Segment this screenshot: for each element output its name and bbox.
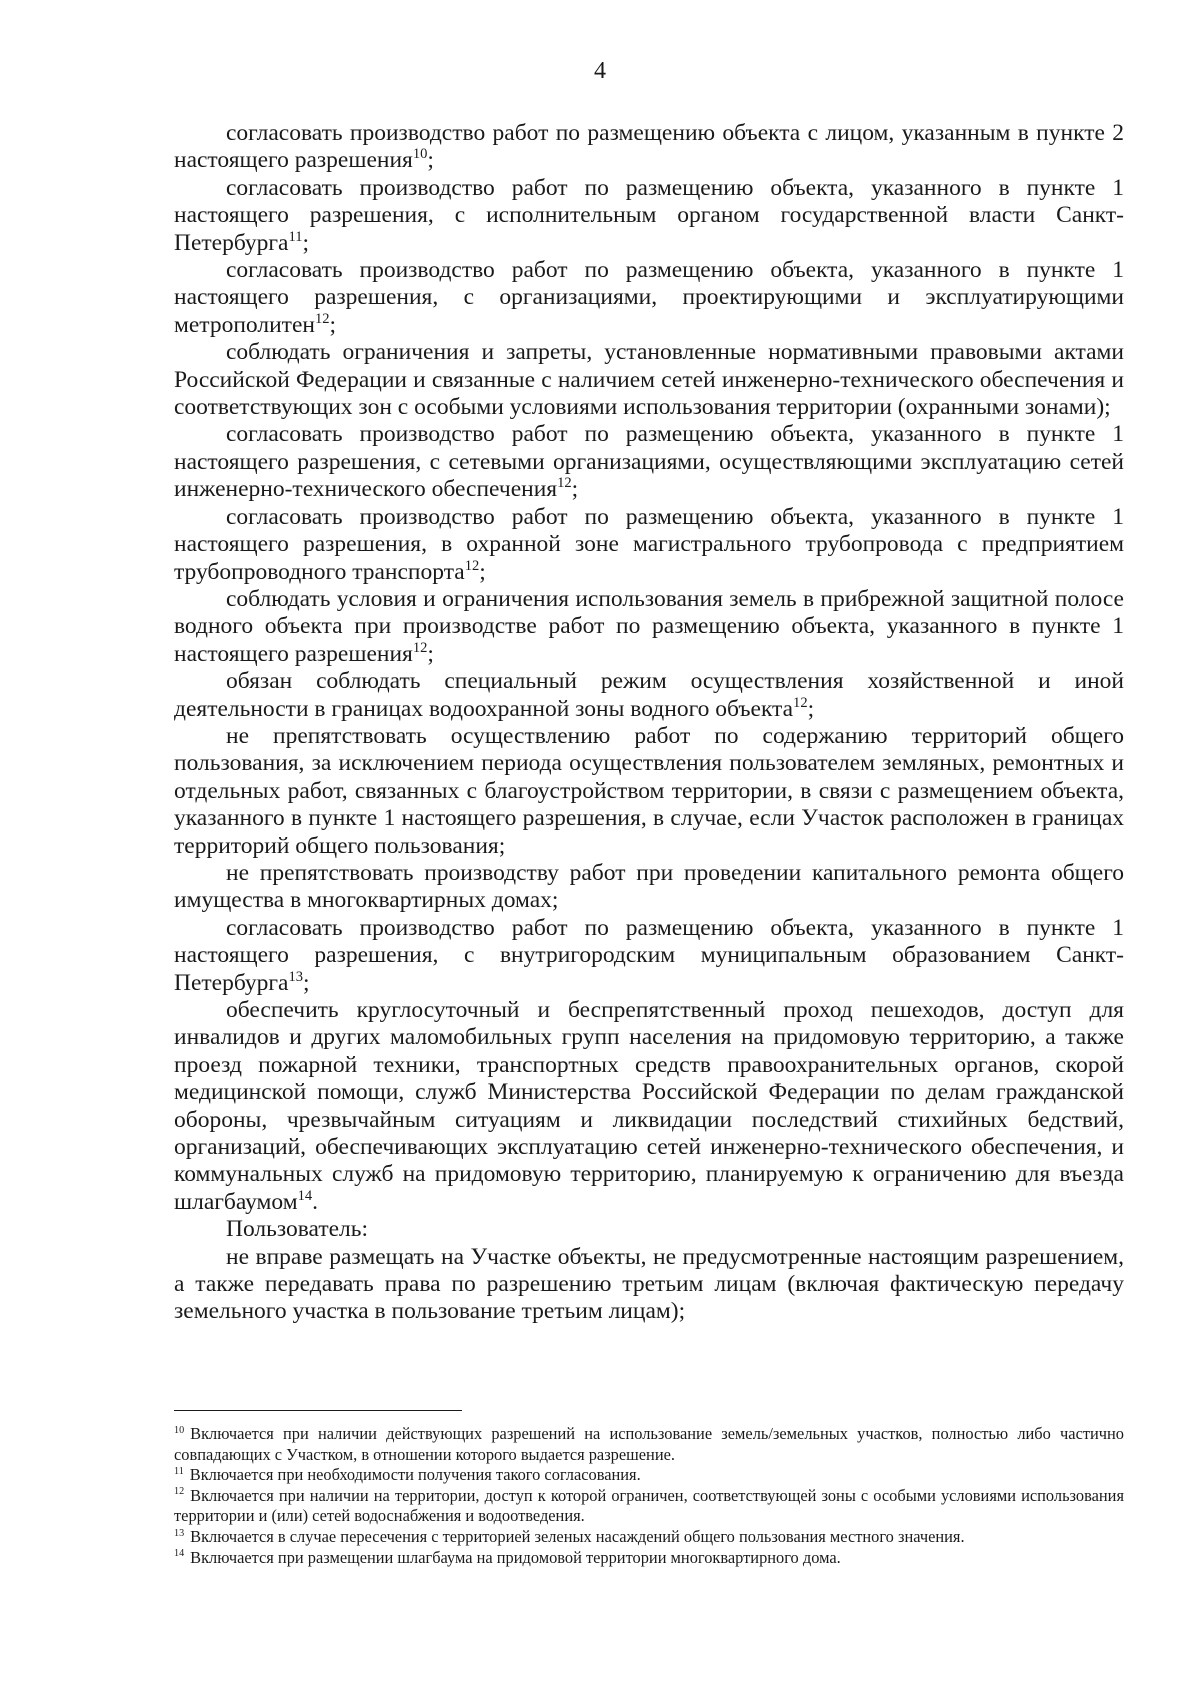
footnote xyxy=(174,1465,1124,1486)
footnote-ref: 12 xyxy=(793,694,808,711)
paragraph-text: согласовать производство работ по размещению объекта, указанного в пункте 1 настоящего разрешения, с организациями, проектирующими и эксплуатирующими метрополитен xyxy=(174,257,1124,338)
footnote xyxy=(174,1548,1124,1569)
footnote-text: Включается при наличии действующих разрешений на использование земель/земельных участков, полностью либо частично совпадающих с Участком, в отношении которого выдается разрешение. xyxy=(174,1424,1124,1464)
paragraph-tail: ; xyxy=(329,311,337,338)
paragraph-text: согласовать производство работ по размещению объекта с лицом, указанным в пункте 2 настоящего разрешения xyxy=(174,120,1124,174)
footnote-ref: 12 xyxy=(464,557,480,574)
footnote-text: Включается при размещении шлагбаума на придомовой территории многоквартирного дома. xyxy=(190,1547,841,1567)
footnote-ref: 12 xyxy=(557,475,572,492)
footnote-text: Включается при необходимости получения такого согласования. xyxy=(189,1465,641,1485)
footnote-number: 10 xyxy=(174,1424,185,1436)
paragraph xyxy=(174,1244,1124,1326)
paragraph-text: соблюдать условия и ограничения использования земель в прибрежной защитной полосе водного объекта при производстве работ по размещению объекта, указанного в пункте 1 настоящего разрешения xyxy=(174,585,1124,667)
paragraph-text: обеспечить круглосуточный и беспрепятственный проход пешеходов, доступ для инвалидов и других маломобильных групп населения на придомовую территорию, а также проезд пожарной техники, транспортных средств правоохранительных органов, скорой медицинской помощи, служб Министерства Российской Федерации по делам гражданской обороны, чрезвычайным ситуациям и ликвидации последствий стихийных бедствий, организаций, обеспечивающих эксплуатацию сетей инженерно-технического обеспечения, и коммунальных служб на придомовую территорию, планируемую к ограничению для въезда шлагбаумом xyxy=(174,997,1124,1215)
paragraph-text: обязан соблюдать специальный режим осуществления хозяйственной и иной деятельности в границах водоохранной зоны водного объекта xyxy=(174,668,1124,722)
footnote-number: 13 xyxy=(174,1527,185,1539)
body-text xyxy=(174,120,1124,1326)
paragraph-text: не препятствовать осуществлению работ по содержанию территорий общего пользования, за исключением периода осуществления пользователем земляных, ремонтных и отдельных работ, связанных с благоустройством территории, в связи с размещением объекта, указанного в пункте 1 настоящего разрешения, в случае, если Участок расположен в границах территорий общего пользования; xyxy=(174,722,1124,859)
footnote xyxy=(174,1527,1124,1548)
footnotes xyxy=(174,1424,1124,1568)
footnote-number: 12 xyxy=(174,1486,185,1498)
paragraph-text: согласовать производство работ по размещению объекта, указанного в пункте 1 настоящего разрешения, с исполнительным органом государственной власти Санкт-Петербурга xyxy=(174,174,1124,256)
paragraph xyxy=(174,257,1124,339)
paragraph-text: Пользователь: xyxy=(226,1216,369,1243)
footnote-ref: 10 xyxy=(412,146,428,163)
paragraph xyxy=(174,339,1124,421)
footnote-ref: 11 xyxy=(288,228,303,245)
paragraph xyxy=(174,586,1124,668)
paragraph-tail: ; xyxy=(302,229,310,256)
paragraph-tail: ; xyxy=(303,969,310,996)
paragraph xyxy=(174,504,1124,586)
footnote-number: 14 xyxy=(174,1548,185,1560)
paragraph xyxy=(174,668,1124,723)
paragraph-text: согласовать производство работ по размещению объекта, указанного в пункте 1 настоящего разрешения, с сетевыми организациями, осуществляющими эксплуатацию сетей инженерно-технического обеспечения xyxy=(174,421,1124,503)
paragraph xyxy=(174,421,1124,503)
paragraph xyxy=(174,723,1124,860)
footnote-ref: 14 xyxy=(297,1188,313,1205)
paragraph xyxy=(174,1216,1124,1243)
paragraph xyxy=(174,175,1124,257)
footnote xyxy=(174,1486,1124,1527)
paragraph xyxy=(174,860,1124,915)
footnote-number: 11 xyxy=(174,1465,184,1477)
footnote-separator xyxy=(174,1410,462,1411)
paragraph xyxy=(174,997,1124,1216)
paragraph xyxy=(174,915,1124,997)
footnote-ref: 12 xyxy=(314,311,330,328)
paragraph-tail: . xyxy=(312,1188,319,1215)
footnote-text: Включается при наличии на территории, доступ к которой ограничен, соответствующей зоны с особыми условиями использования территории и (или) сетей водоснабжения и водоотведения. xyxy=(174,1485,1124,1526)
paragraph-tail: ; xyxy=(427,147,434,174)
paragraph-text: согласовать производство работ по размещению объекта, указанного в пункте 1 настоящего разрешения, с внутригородским муниципальным образованием Санкт-Петербурга xyxy=(174,914,1124,996)
paragraph-text: согласовать производство работ по размещению объекта, указанного в пункте 1 настоящего разрешения, в охранной зоне магистрального трубопровода с предприятием трубопроводного транспорта xyxy=(174,503,1124,585)
paragraph-tail: ; xyxy=(427,640,434,667)
footnote-ref: 13 xyxy=(288,968,304,985)
paragraph-tail: ; xyxy=(807,695,815,722)
paragraph xyxy=(174,120,1124,175)
paragraph-text: соблюдать ограничения и запреты, установленные нормативными правовыми актами Российской Федерации и связанные с наличием сетей инженерно-технического обеспечения и соответствующих зон с особыми условиями использования территории (охранными зонами); xyxy=(174,339,1124,421)
footnote xyxy=(174,1424,1124,1465)
paragraph-tail: ; xyxy=(479,558,486,585)
paragraph-text: не препятствовать производству работ при проведении капитального ремонта общего имущества в многоквартирных домах; xyxy=(174,859,1124,914)
paragraph-text: не вправе размещать на Участке объекты, не предусмотренные настоящим разрешением, а также передавать права по разрешению третьим лицам (включая фактическую передачу земельного участка в пользование третьим лицам); xyxy=(174,1243,1124,1325)
footnote-ref: 12 xyxy=(412,639,428,656)
paragraph-tail: ; xyxy=(571,476,579,503)
page-number: 4 xyxy=(594,58,606,84)
footnote-text: Включается в случае пересечения с территорией зеленых насаждений общего пользования местного значения. xyxy=(190,1526,965,1546)
